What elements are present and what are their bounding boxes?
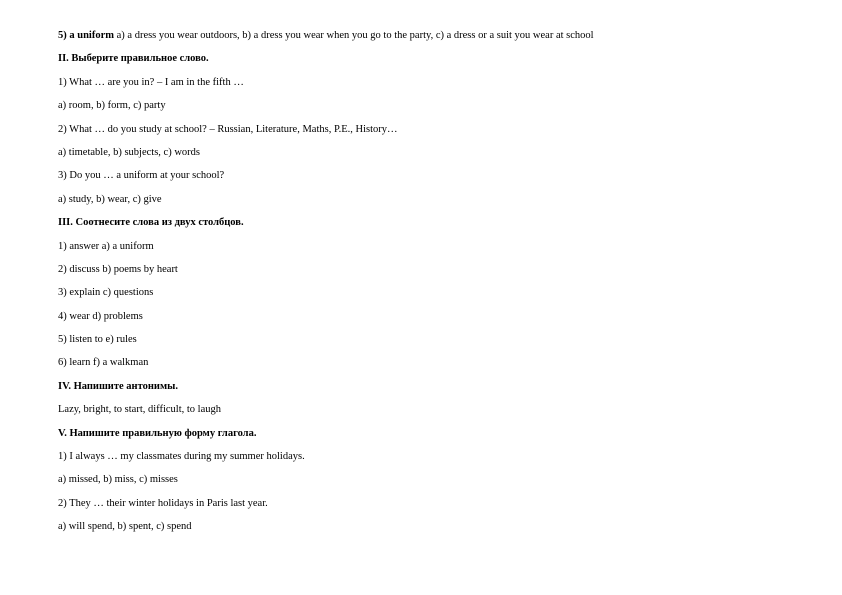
question-options: a) a dress you wear outdoors, b) a dress you wear when you go to the party, c) a dress or a suit you wear at school — [114, 30, 594, 41]
line-6: a) timetable, b) subjects, c) words — [58, 146, 200, 158]
line-8: a) study, b) wear, c) give — [58, 193, 162, 205]
line-5: 2) What … do you study at school? – Russian, Literature, Maths, P.E., History… — [58, 123, 398, 135]
section-heading-v: V. Напишите правильную форму глагола. — [58, 427, 257, 439]
line-3: 1) What … are you in? – I am in the fifth … — [58, 76, 244, 88]
question-term: 5) a uniform — [58, 30, 114, 41]
line-1 — [58, 29, 818, 42]
section-heading-iv: IV. Напишите антонимы. — [58, 380, 178, 392]
line-21: 2) They … their winter holidays in Paris last year. — [58, 497, 268, 509]
document-page — [58, 29, 818, 544]
section-heading-ii: II. Выберите правильное слово. — [58, 53, 209, 65]
line-7: 3) Do you … a uniform at your school? — [58, 170, 225, 182]
line-10: 1) answer a) a uniform — [58, 240, 154, 252]
line-13: 4) wear d) problems — [58, 310, 143, 322]
line-15: 6) learn f) a walkman — [58, 357, 149, 369]
line-14: 5) listen to e) rules — [58, 334, 137, 346]
line-19: 1) I always … my classmates during my summer holidays. — [58, 451, 305, 463]
section-heading-iii: III. Соотнесите слова из двух столбцов. — [58, 217, 244, 229]
line-12: 3) explain c) questions — [58, 287, 154, 299]
line-11: 2) discuss b) poems by heart — [58, 263, 178, 275]
line-22: a) will spend, b) spent, c) spend — [58, 521, 192, 533]
line-4: a) room, b) form, c) party — [58, 100, 166, 112]
line-20: a) missed, b) miss, c) misses — [58, 474, 178, 486]
line-17: Lazy, bright, to start, difficult, to laugh — [58, 404, 222, 416]
